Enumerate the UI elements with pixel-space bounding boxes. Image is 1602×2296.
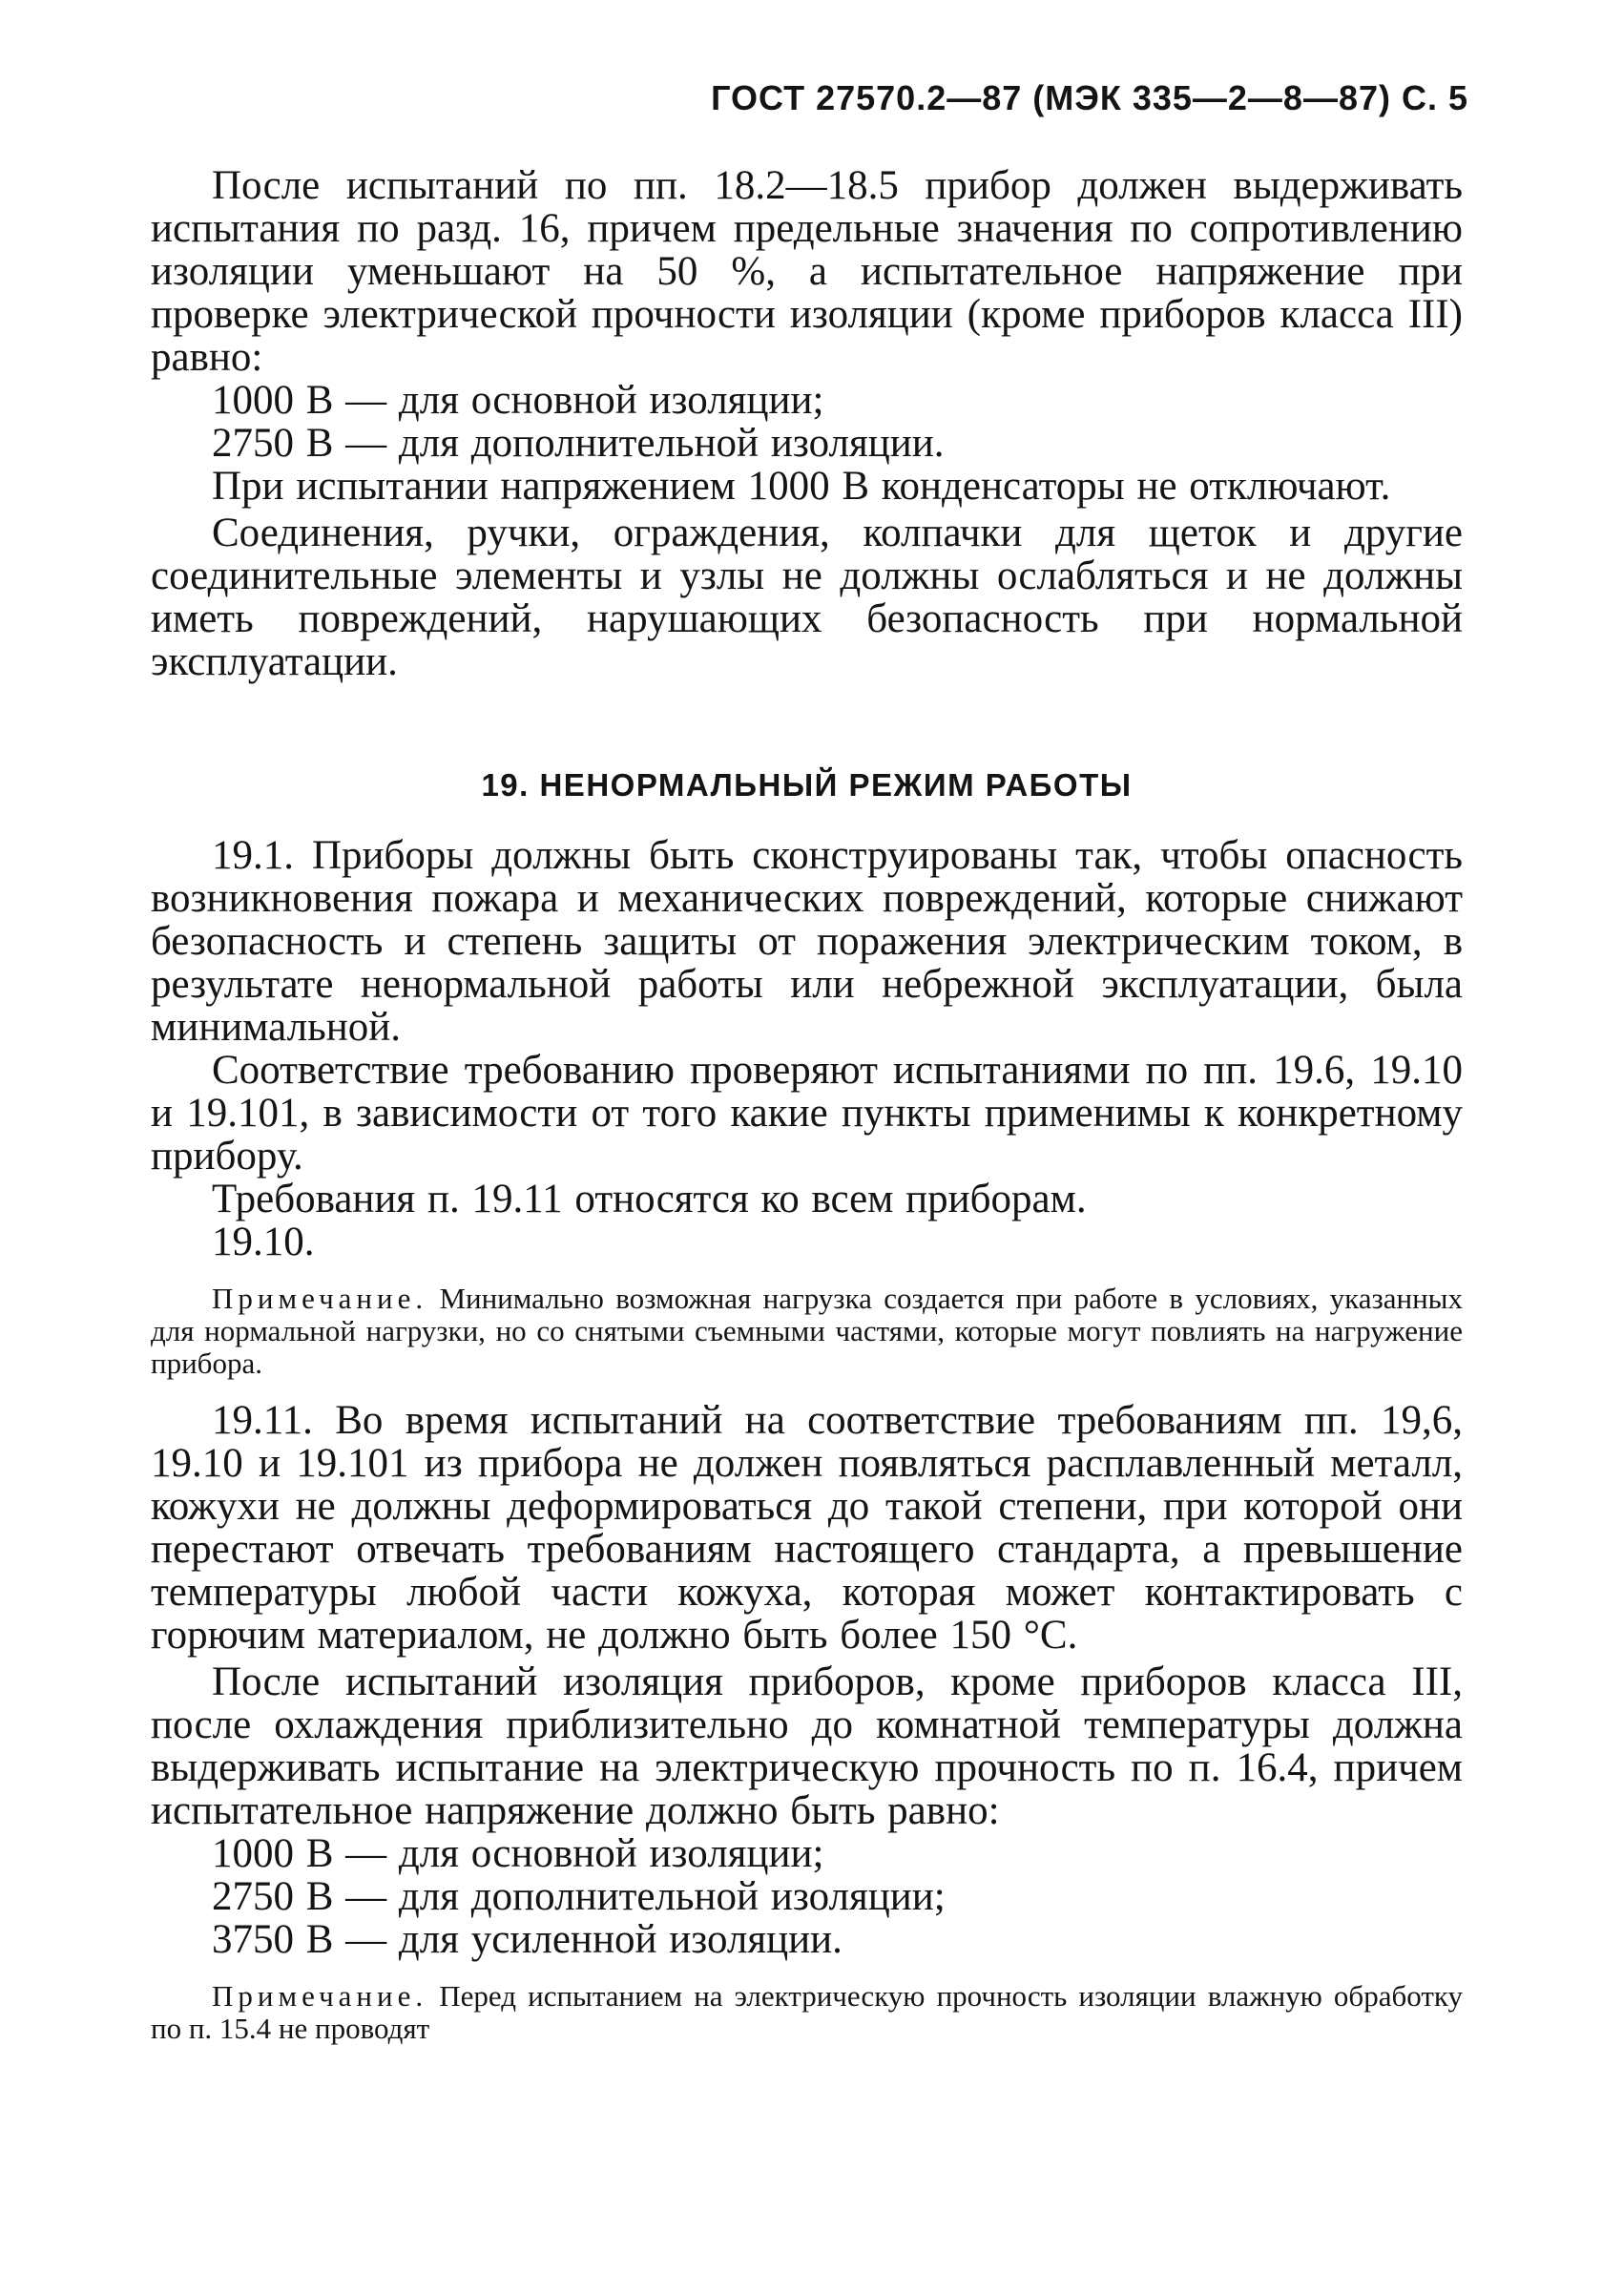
note-minimal-load	[151, 1283, 1463, 1380]
clause-19-1: 19.1. Приборы должны быть сконструированы так, чтобы опасность возникновения пожара и механических повреждений, которые снижают безопасность и степень защиты от поражения электрическим током, в результате ненормальной работы или небрежной эксплуатации, была минимальной.	[151, 833, 1463, 1050]
paragraph-after-tests: После испытаний по пп. 18.2—18.5 прибор должен выдерживать испытания по разд. 16, причем предельные значения по сопротивлению изоляции уменьшают на 50 %, а испытательное напряжение при проверке электрической прочности изоляции (кроме приборов класса III) равно:	[151, 163, 1463, 380]
note-label: Примечание.	[212, 1282, 428, 1315]
paragraph-insulation-after-test: После испытаний изоляция приборов, кроме приборов класса III, после охлаждения приблизительно до комнатной температуры должна выдерживать испытание на электрическую прочность по п. 16.4, причем испытательное напряжение должно быть равно:	[151, 1659, 1463, 1833]
section-heading: 19. НЕНОРМАЛЬНЫЙ РЕЖИМ РАБОТЫ	[481, 767, 1133, 803]
section-19-body	[151, 834, 1463, 2045]
clause-19-10: 19.10.	[212, 1220, 315, 1264]
note-label-2: Примечание.	[212, 1979, 428, 2013]
section-18-continuation	[151, 164, 1463, 683]
clause-19-11: 19.11. Во время испытаний на соответствие требованиям пп. 19,6, 19.10 и 19.101 из прибора не должен появляться расплавленный металл, кожухи не должны деформироваться до такой степени, при которой они перестают отвечать требованиям настоящего стандарта, а превышение температуры любой части кожуха, которая может контактировать с горючим материалом, не должно быть более 150 °С.	[151, 1398, 1463, 1658]
voltage-reinforced-insulation: 3750 В — для усиленной изоляции.	[212, 1917, 843, 1962]
note-text: Минимально возможная нагрузка создается при работе в условиях, указанных для нормальной нагрузки, но со снятыми съемными частями, которые могут повлиять на нагружение прибора.	[151, 1282, 1464, 1380]
voltage-basic-insulation: 1000 В — для основной изоляции;	[212, 378, 824, 423]
voltage-supplementary-insulation: 2750 В — для дополнительной изоляции.	[212, 421, 945, 466]
note-text-2: Перед испытанием на электрическую прочность изоляции влажную обработку по п. 15.4 не проводят	[151, 1979, 1463, 2045]
running-header: ГОСТ 27570.2—87 (МЭК 335—2—8—87) С. 5	[711, 78, 1468, 117]
voltage-supplementary-insulation-2: 2750 В — для дополнительной изоляции;	[212, 1874, 946, 1919]
paragraph-connections: Соединения, ручки, ограждения, колпачки для щеток и другие соединительные элементы и узлы не должны ослабляться и не должны иметь повреждений, нарушающих безопасность при нормальной эксплуатации.	[151, 511, 1463, 684]
note-moisture-treatment	[151, 1980, 1463, 2045]
voltage-basic-insulation-2: 1000 В — для основной изоляции;	[212, 1831, 824, 1876]
paragraph-capacitors: При испытании напряжением 1000 В конденсаторы не отключают.	[212, 464, 1391, 509]
paragraph-all-devices: Требования п. 19.11 относятся ко всем приборам.	[212, 1177, 1087, 1221]
paragraph-conformity-check: Соответствие требованию проверяют испытаниями по пп. 19.6, 19.10 и 19.101, в зависимости от того какие пункты применимы к конкретному прибору.	[151, 1048, 1463, 1179]
